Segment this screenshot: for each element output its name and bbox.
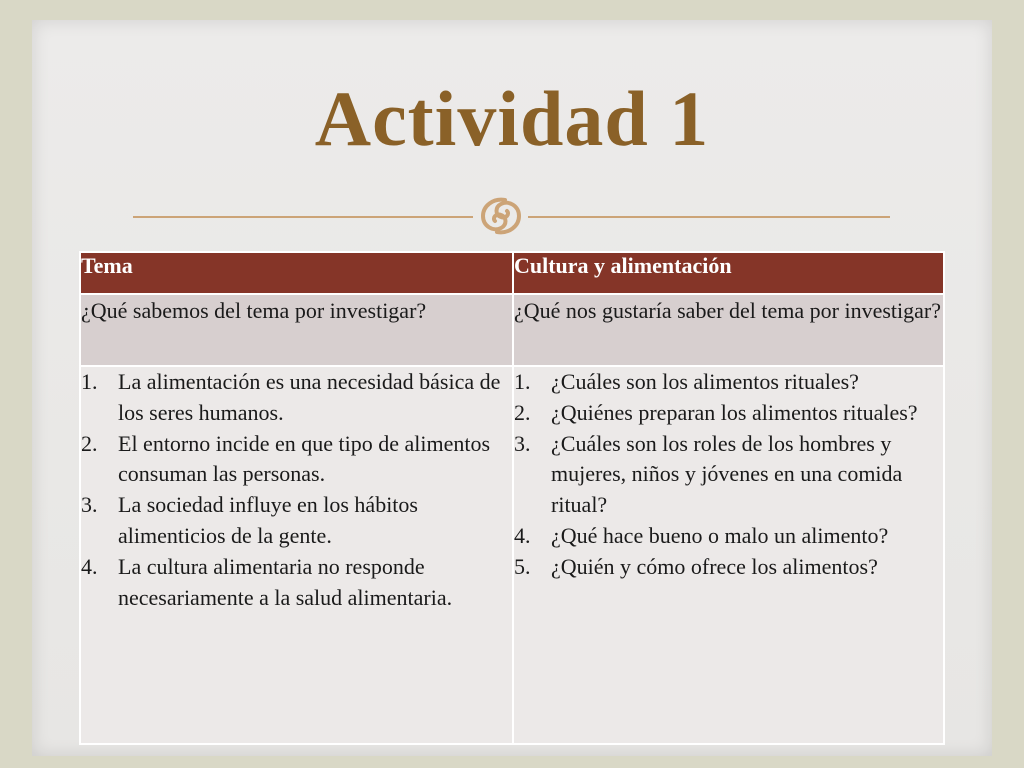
list-item xyxy=(514,398,943,429)
wanted-list xyxy=(514,367,943,583)
list-item xyxy=(514,521,943,552)
list-item-text: ¿Quién y cómo ofrece los alimentos? xyxy=(551,553,878,579)
known-list-cell xyxy=(80,366,513,744)
list-item xyxy=(81,490,512,552)
wanted-list-cell xyxy=(513,366,944,744)
activity-table xyxy=(79,251,945,745)
subheader-cell-known: ¿Qué sabemos del tema por investigar? xyxy=(80,294,513,366)
slide-title: Actividad 1 xyxy=(314,75,710,162)
list-item-number: 4. xyxy=(514,522,531,548)
list-item xyxy=(81,429,512,491)
list-item-text: La cultura alimentaria no responde necesariamente a la salud alimentaria. xyxy=(118,553,453,610)
list-item xyxy=(514,552,943,583)
list-item xyxy=(514,429,943,521)
list-item xyxy=(81,367,512,429)
list-item-text: El entorno incide en que tipo de alimentos consuman las personas. xyxy=(118,430,491,487)
table-subheader-row xyxy=(80,294,944,366)
list-item xyxy=(81,552,512,614)
table-header-row xyxy=(80,252,944,294)
list-item-text: La alimentación es una necesidad básica de los seres humanos. xyxy=(118,369,501,425)
list-item-text: ¿Cuáles son los roles de los hombres y mujeres, niños y jóvenes en una comida ritual? xyxy=(551,430,903,518)
title-divider-left xyxy=(133,216,473,218)
list-item-text: ¿Qué hace bueno o malo un alimento? xyxy=(551,522,889,548)
list-item-number: 3. xyxy=(514,430,531,456)
list-item-number: 2. xyxy=(514,399,531,425)
scroll-swirl-icon xyxy=(475,194,527,238)
list-item-text: ¿Quiénes preparan los alimentos rituales? xyxy=(551,399,918,425)
list-item-number: 3. xyxy=(81,492,98,518)
known-list xyxy=(81,367,512,613)
list-item-number: 5. xyxy=(514,553,531,579)
list-item xyxy=(514,367,943,398)
list-item-number: 1. xyxy=(514,369,531,394)
header-cell-topic: Cultura y alimentación xyxy=(513,252,944,294)
list-item-number: 4. xyxy=(81,553,98,579)
list-item-number: 1. xyxy=(81,369,98,394)
title-divider-right xyxy=(528,216,890,218)
subheader-cell-wanted: ¿Qué nos gustaría saber del tema por investigar? xyxy=(513,294,944,366)
list-item-text: La sociedad influye en los hábitos alimenticios de la gente. xyxy=(118,492,418,548)
header-cell-tema: Tema xyxy=(80,252,513,294)
list-item-text: ¿Cuáles son los alimentos rituales? xyxy=(551,369,859,394)
list-item-number: 2. xyxy=(81,430,98,456)
table-body-row xyxy=(80,366,944,744)
